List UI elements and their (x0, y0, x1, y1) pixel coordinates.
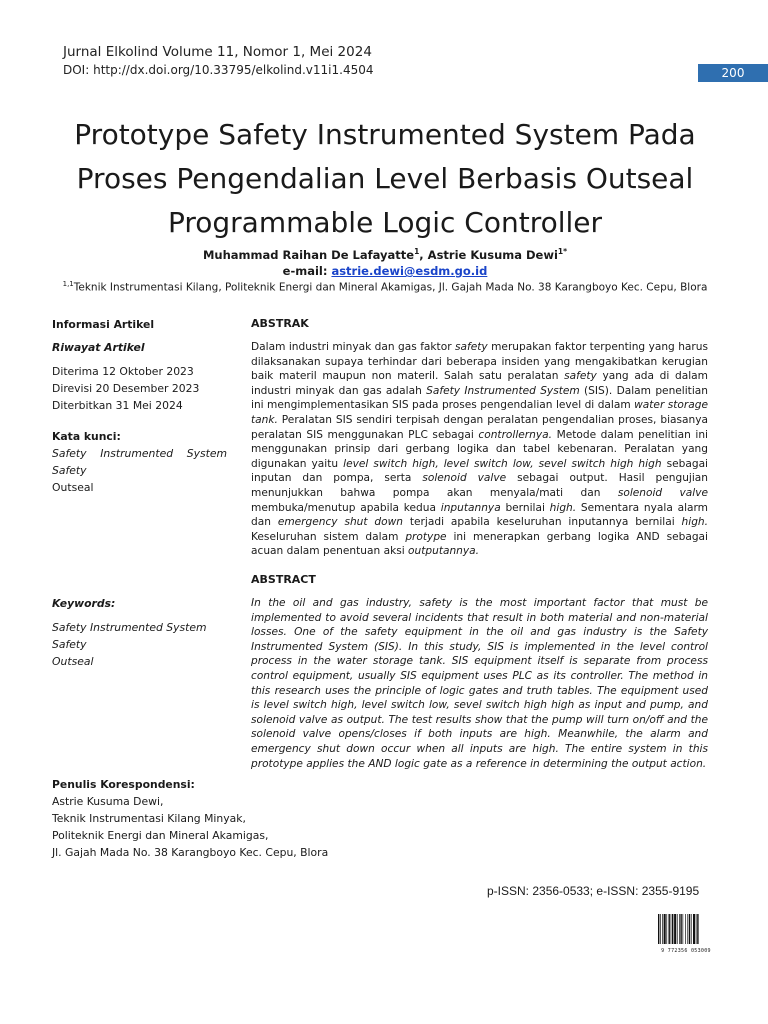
abstract-body: In the oil and gas industry, safety is the most important factor that must be implemented to avoid several incidents that result in both material and non-material losses. One of the safety equipment in the oil and gas industry is the Safety Instrumented System (SIS). In this study, SIS is implemented in the level control process in the water storage tank. SIS equipment itself is separate from process control equipment, usually SIS equipment uses PLC as its controller. The method in this research uses the principle of logic gates and truth tables. The equipment used is level switch high, level switch low, sevel switch high high as input and pump, and solenoid valve as output. The test results show that the pump will turn on/off and the solenoid valve opens/closes if both inputs are high. Meanwhile, the alarm and emergency shut down occur when all inputs are high. The entire system in this prototype applies the AND logic gate as a reference in determining the output action. (251, 597, 708, 770)
history-heading: Riwayat Artikel (52, 341, 145, 354)
correspondence-line-4: Jl. Gajah Mada No. 38 Karangboyo Kec. Cepu, Blora (52, 846, 329, 859)
date-published: Diterbitkan 31 Mei 2024 (52, 399, 183, 412)
article-info-heading: Informasi Artikel (52, 318, 155, 331)
keyword-id-3: Outseal (52, 481, 94, 494)
correspondence-heading: Penulis Korespondensi: (52, 778, 195, 791)
keyword-en-3: Outseal (52, 655, 94, 668)
keywords-en (52, 595, 227, 670)
keyword-id-2: Safety (52, 464, 87, 477)
article-info (52, 316, 227, 496)
date-received: Diterima 12 Oktober 2023 (52, 365, 194, 378)
abstrak-text-segment: (SIS). Dalam penelitian ini mengimplementasikan SIS pada proses pengendalian level di dalam (251, 384, 708, 412)
abstrak-italic-term: level switch high, level switch low, sevel switch high high (343, 457, 662, 470)
abstrak-text-segment: terjadi apabila keseluruhan inputannya bernilai (403, 516, 682, 529)
keyword-id-1-word-3: System (186, 447, 227, 460)
keyword-id-1-word-1: Safety (52, 447, 87, 460)
abstrak-italic-term: emergency shut down (277, 516, 404, 529)
author-list (60, 247, 710, 262)
abstrak-text-segment: merupakan faktor terpenting yang harus dilaksanakan supaya terhindar dari beberapa insiden yang mengakibatkan kerugian baik materil maupun non materil. Salah satu peralatan (251, 341, 708, 383)
keyword-id-1-word-2: Instrumented (100, 447, 174, 460)
keyword-id-1 (52, 445, 227, 462)
correspondence-line-3: Politeknik Energi dan Mineral Akamigas, (52, 829, 269, 842)
abstrak-italic-term: protype (405, 530, 447, 543)
abstrak-text-segment: Sementara nyala alarm dan (251, 501, 708, 529)
author-2-sup: 1* (557, 247, 568, 256)
issn-text: p-ISSN: 2356-0533; e-ISSN: 2355-9195 (487, 884, 700, 898)
barcode-digits: 9 772356 053009 (661, 948, 711, 954)
abstrak-heading: ABSTRAK (251, 317, 309, 330)
abstrak-text-segment: Metode dalam penelitian ini menggunakan prinsip dari gerbang logika dan tabel kebenaran. Peralatan yang digunakan yaitu (251, 428, 708, 470)
abstrak-text-segment: yang ada di dalam industri minyak dan gas adalah (251, 370, 708, 397)
abstrak-italic-term: water storage tank. (251, 399, 709, 426)
abstract-heading: ABSTRACT (251, 573, 316, 586)
abstrak-italic-term: controllernya. (478, 428, 553, 441)
paper-title (60, 113, 710, 245)
abstrak-text-segment: sebagai inputan dan pompa, serta (251, 457, 709, 485)
abstrak-italic-term: safety (454, 341, 488, 353)
affiliation (40, 280, 730, 294)
abstrak-italic-term: safety (564, 370, 597, 383)
title-line-3: Programmable Logic Controller (167, 206, 603, 239)
abstrak-italic-term: solenoid valve (422, 472, 507, 485)
keyword-en-2: Safety (52, 638, 87, 651)
correspondence (52, 776, 352, 861)
page-number-badge: 200 (698, 64, 768, 82)
keywords-id-heading: Kata kunci: (52, 430, 121, 443)
barcode-icon (657, 914, 715, 944)
author-email (60, 264, 710, 278)
title-line-2: Proses Pengendalian Level Berbasis Outseal (76, 162, 694, 195)
barcode (657, 914, 715, 952)
abstrak-text-segment: Dalam industri minyak dan gas faktor (251, 341, 455, 353)
correspondence-line-2: Teknik Instrumentasi Kilang Minyak, (52, 812, 246, 825)
abstrak-body (251, 340, 708, 559)
abstrak-italic-term: inputannya (440, 501, 501, 514)
abstrak-italic-term: outputannya. (408, 545, 480, 558)
abstrak-italic-term: high. (681, 516, 708, 529)
abstrak-italic-term: high. (549, 501, 577, 514)
date-revised: Direvisi 20 Desember 2023 (52, 382, 200, 395)
abstrak-text-segment: sebagai output. Hasil pengujian menunjukkan bahwa pompa akan menyala/mati dan (251, 472, 709, 499)
abstrak-text-segment: ini menerapkan gerbang logika AND sebagai acuan dalam penentuan aksi (251, 530, 708, 558)
title-line-1: Prototype Safety Instrumented System Pada (74, 118, 696, 151)
affiliation-sup: 1,1 (62, 280, 74, 288)
author-separator: , (419, 247, 428, 262)
abstrak-text-segment: Peralatan SIS sendiri terpisah dengan peralatan pengendalian proses, biasanya peralatan SIS menggunakan PLC sebagai (251, 413, 708, 441)
author-1-sup: 1 (414, 247, 420, 256)
abstrak-text-segment: membuka/menutup apabila kedua (251, 501, 441, 514)
affiliation-text: Teknik Instrumentasi Kilang, Politeknik Energi dan Mineral Akamigas, Jl. Gajah Mada No. 38 Karangboyo Kec. Cepu, Blora (73, 281, 708, 294)
abstrak-text-segment: Keseluruhan sistem dalam (251, 530, 406, 543)
email-label: e-mail: (282, 264, 332, 278)
author-1: Muhammad Raihan De Lafayatte (202, 247, 415, 262)
correspondence-line-1: Astrie Kusuma Dewi, (52, 795, 164, 808)
journal-header: Jurnal Elkolind Volume 11, Nomor 1, Mei 2024 (63, 44, 372, 60)
keyword-en-1: Safety Instrumented System (52, 621, 207, 634)
keywords-en-heading: Keywords: (52, 597, 116, 610)
doi-link[interactable]: DOI: http://dx.doi.org/10.33795/elkolind.v11i1.4504 (63, 63, 374, 77)
abstrak-italic-term: Safety Instrumented System (426, 384, 580, 397)
email-link[interactable]: astrie.dewi@esdm.go.id (331, 264, 488, 278)
abstrak-italic-term: solenoid valve (617, 486, 709, 499)
author-2: Astrie Kusuma Dewi (427, 247, 558, 262)
abstrak-text-segment: bernilai (500, 501, 550, 514)
